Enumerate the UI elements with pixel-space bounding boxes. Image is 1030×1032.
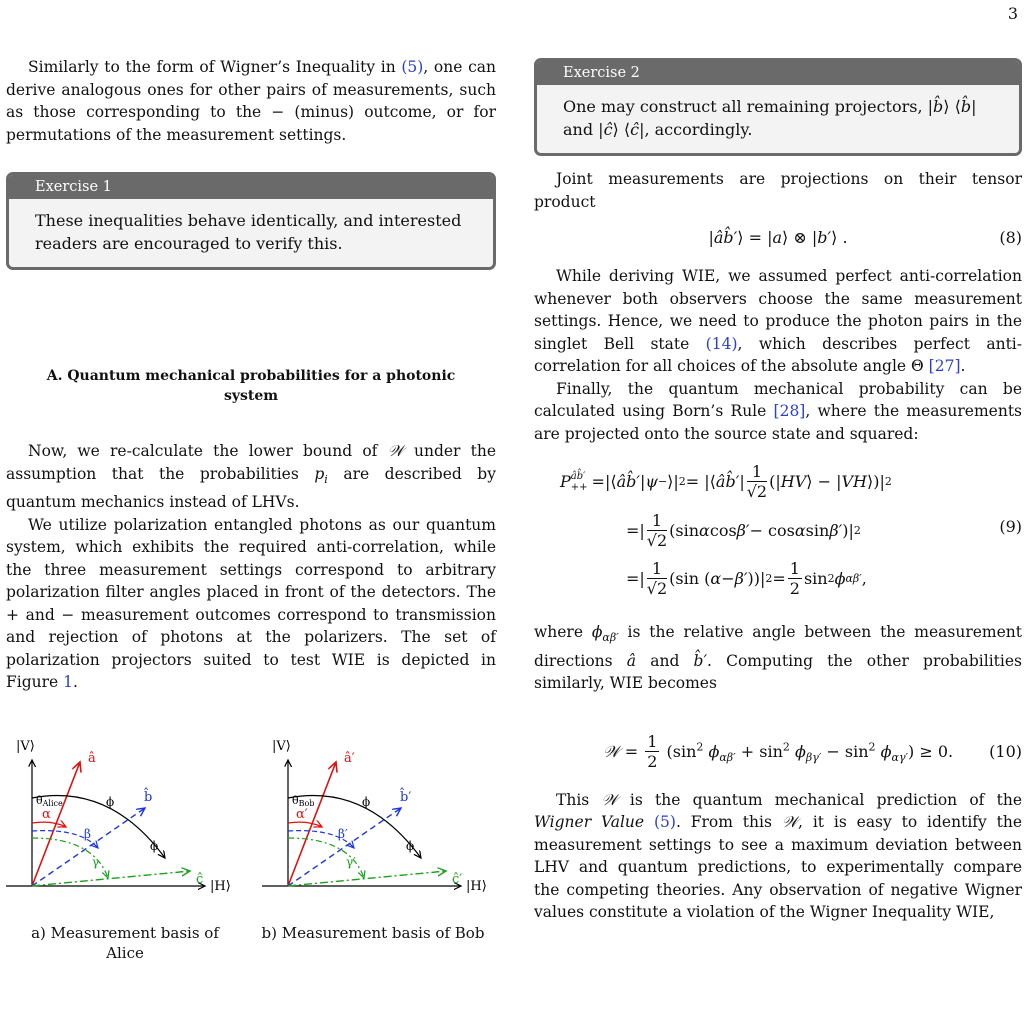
exercise-1-body: These inequalities behave identically, and interested readers are encouraged to verify this.: [35, 211, 462, 253]
equation-8: |âb̂′⟩ = |a⟩ ⊗ |b′⟩ . (8): [534, 227, 1022, 255]
phi-label-2: ϕ: [406, 839, 415, 853]
vector-b-label: b̂: [144, 790, 153, 805]
axis-h-label: |H⟩: [466, 879, 487, 894]
exercise-1-title: Exercise 1: [9, 175, 493, 199]
page-number: 3: [1007, 4, 1018, 23]
paragraph-relative-angle: where $\phi_{\alpha\beta'}$ is the relative angle between the measurement directions â and b̂′. Computing the other probabilities similarly, WIE becomes: [534, 623, 1022, 693]
exercise-2-box: [534, 58, 1022, 156]
panel-b-bob: [262, 739, 487, 894]
alpha-prime-label: α′: [296, 807, 308, 822]
section-heading: A. Quantum mechanical probabilities for a photonic system: [46, 368, 456, 404]
vector-c-label: ĉ: [196, 872, 204, 887]
left-column: [6, 56, 496, 694]
axis-v-label: |V⟩: [272, 739, 291, 754]
theta-alice-label: θAlice: [36, 794, 63, 808]
paragraph-wigner-analogous: Similarly to the form of Wigner’s Inequality in (5), one can derive analogous ones for other pairs of measurements, such as those corresponding to the − (minus) outcome, or for permutations of the measurement settings.: [6, 58, 496, 144]
vector-b-prime-label: b̂′: [400, 790, 412, 805]
vector-a-prime-label: â′: [344, 751, 355, 766]
paragraph-anticorrelation: While deriving WIE, we assumed perfect anti-correlation whenever both observers choose the same measurement settings. Hence, we need to produce the photon pairs in the singlet Bell state (14), which describes perfect anti-correlation for all choices of the absolute angle Θ [27].: [534, 267, 1022, 375]
phi-label-1: ϕ: [362, 795, 371, 809]
paragraph-wigner-value: This 𝒲 is the quantum mechanical prediction of the Wigner Value (5). From this 𝒲, it is easy to identify the measurement settings to see a maximum deviation between LHV and quantum predictions, to experimentally compare the competing theories. Any observation of negative Wigner values constitute a violation of the Wigner Inequality WIE,: [534, 790, 1023, 922]
right-column: [534, 58, 1022, 924]
exercise-2-body: One may construct all remaining projectors, |b̂⟩ ⟨b̂| and |ĉ⟩ ⟨ĉ|, accordingly.: [563, 97, 977, 139]
paragraph-borns-rule: Finally, the quantum mechanical probability can be calculated using Born’s Rule [28], where the measurements are projected onto the source state and squared:: [534, 379, 1023, 443]
gamma-prime-label: γ′: [346, 855, 356, 869]
panel-a-alice: [6, 739, 231, 894]
gamma-label: γ: [92, 855, 100, 869]
caption-b: b) Measurement basis of Bob: [261, 924, 485, 942]
equation-10: 𝒲 = $\frac{1}{2}$ ($\sin^2$ $\phi_{\alpha\beta'} + \sin^2 \phi_{\beta\gamma'} - \sin^2 \phi_{\alpha\gamma'}) \ge 0$. (10): [602, 732, 1022, 772]
phi-label-2: ϕ: [150, 839, 159, 853]
alpha-label: α: [42, 807, 51, 822]
theta-bob-label: θBob: [292, 794, 315, 808]
phi-label-1: ϕ: [106, 795, 115, 809]
caption-a: a) Measurement basis of Alice: [31, 924, 219, 962]
figure-measurement-bases: [0, 738, 500, 918]
equation-8-number: (8): [999, 228, 1022, 247]
paragraph-lower-bound: Now, we re-calculate the lower bound of 𝒲 under the assumption that the probabilities $p_i$ are described by quantum mechanics instead of LHVs.: [6, 442, 496, 512]
axis-v-label: |V⟩: [16, 739, 35, 754]
exercise-2-title: Exercise 2: [537, 61, 1019, 85]
vector-a-label: â: [88, 751, 96, 766]
beta-prime-label: β′: [338, 827, 348, 841]
beta-label: β: [84, 827, 91, 841]
paragraph-polarization: We utilize polarization entangled photons as our quantum system, which exhibits the required anti-correlation, while the three measurement settings correspond to arbitrary polarization filter angles placed in front of the detectors. The + and − measurement outcomes correspond to transmission and rejection of photons at the polarizers. The set of polarization projectors suited to test WIE is depicted in Figure 1.: [6, 515, 496, 692]
vector-c-prime-label: ĉ′: [452, 872, 463, 887]
axis-h-label: |H⟩: [210, 879, 231, 894]
paragraph-joint-measurements: Joint measurements are projections on their tensor product: [534, 170, 1022, 211]
equation-9-number: (9): [999, 517, 1022, 536]
equation-9: P âb̂′ ++ =|⟨ âb̂′ | ψ − ⟩| 2 = |⟨ âb̂′ | $\frac{1}{√2}$ (| HV ⟩ − | VH ⟩)| 2 =| $\frac{1}{√2}$ (sin α cos β′ − cos α sin β′ )| 2 =| $\frac{1}{√2}$ (sin ( α − β′ ))| 2 = $\frac{1}{2}$ sin 2 ϕ αβ′ , (9): [560, 461, 1022, 598]
equation-10-number: (10): [989, 741, 1022, 761]
exercise-1-box: [6, 172, 496, 270]
